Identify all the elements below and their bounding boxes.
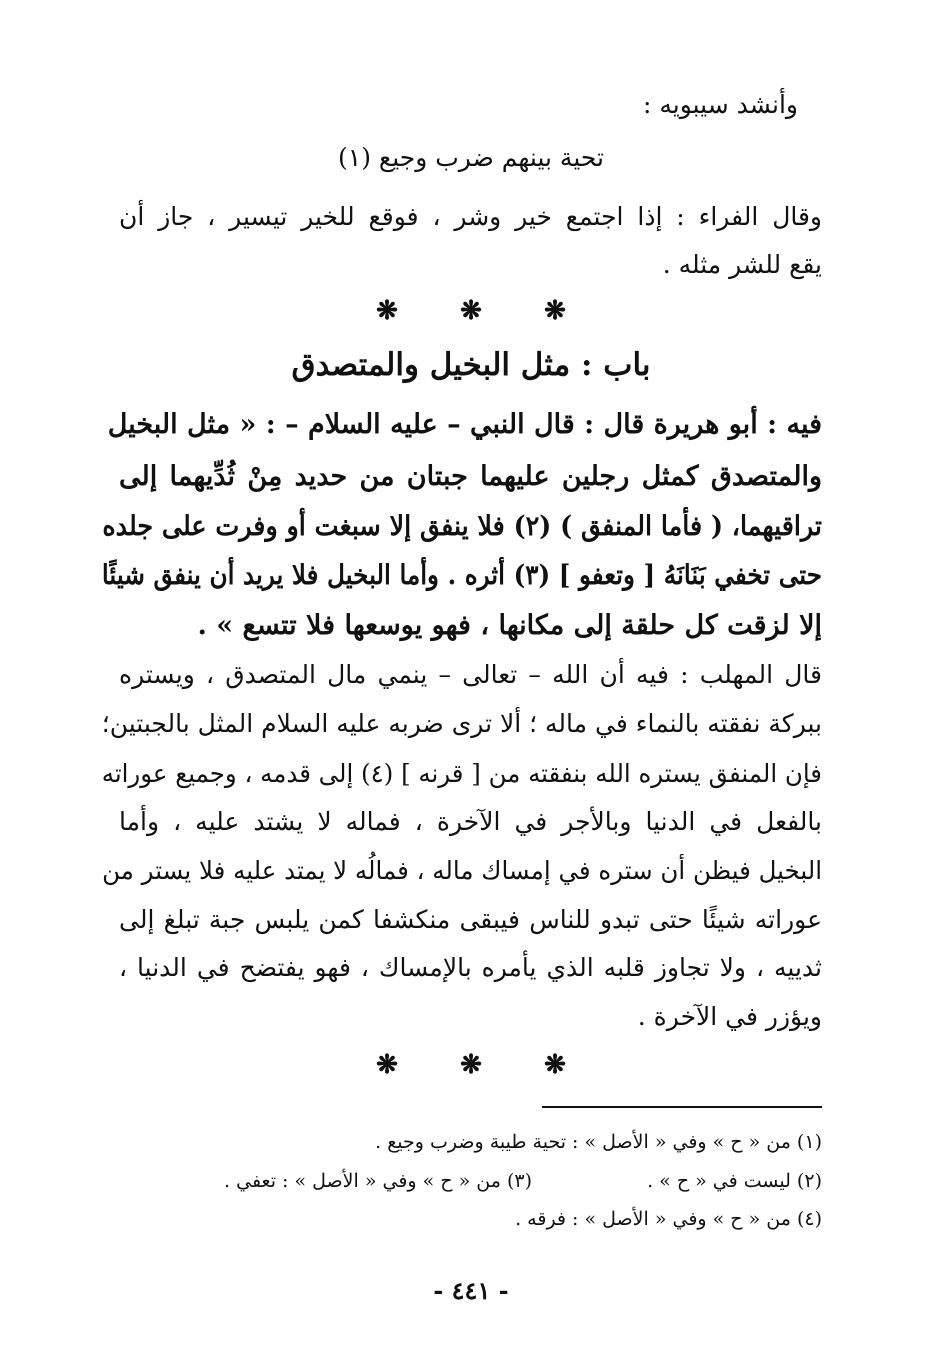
commentary-line: قال المهلب : فيه أن الله – تعالى – ينمي مال المتصدق ، ويستره [119,660,822,689]
intro-line: وأنشد سيبويه : [642,90,798,119]
footnote: (١) من « ح » وفي « الأصل » : تحية طيبة وضرب وجيع . [375,1131,822,1153]
commentary-line: ويؤزر في الآخرة . [637,1002,822,1031]
commentary-line: فإن المنفق يستره الله بنفقته من [ قرنه ] (٤) إلى قدمه ، وجميع عوراته [101,759,822,788]
asterisk-ornament: ❋ [376,296,398,326]
asterisk-ornament: ❋ [460,1050,482,1080]
commentary-line: ببركة نفقته بالنماء في ماله ؛ ألا ترى ضربه عليه السلام المثل بالجبتين؛ [101,709,822,738]
section-separator [0,298,942,324]
commentary-line: البخيل فيظن أن ستره في إمساك ماله ، فمالُه لا يمتد عليه فلا يستر من [102,856,822,885]
poetry-verse: تحية بينهم ضرب وجيع (١) [338,143,604,172]
footnote-divider [542,1106,822,1108]
hadith-line: حتى تخفي بَنَانَهُ [ وتعفو ] (٣) أثره . وأما البخيل فلا يريد أن ينفق شيئًا [101,560,822,591]
page-number: - ٤٤١ - [433,1276,509,1305]
commentary-line: ثدييه ، ولا تجاوز قلبه الذي يأمره بالإمساك ، فهو يفتضح في الدنيا ، [119,953,822,982]
hadith-line: والمتصدق كمثل رجلين عليهما جبتان من حديد مِنْ ثُدِّيهما إلى [119,461,822,492]
asterisk-ornament: ❋ [544,296,566,326]
section-separator [0,1052,942,1078]
footnote: (٤) من « ح » وفي « الأصل » : فرقه . [515,1208,822,1230]
footnote: (٣) من « ح » وفي « الأصل » : تعفي . [224,1170,532,1192]
commentary-line: عوراته شيئًا حتى تبدو للناس فيبقى منكشفا كمن يلبس جبة تبلغ إلى [119,905,822,934]
hadith-line: إلا لزقت كل حلقة إلى مكانها ، فهو يوسعها فلا تتسع » . [197,610,822,641]
asterisk-ornament: ❋ [544,1050,566,1080]
hadith-line: تراقيهما، ( فأما المنفق ) (٢) فلا ينفق إلا سبغت أو وفرت على جلده [102,511,822,542]
asterisk-ornament: ❋ [376,1050,398,1080]
commentary-line: بالفعل في الدنيا وبالأجر في الآخرة ، فماله لا يشتد عليه ، وأما [119,807,822,836]
chapter-heading: باب : مثل البخيل والمتصدق [291,347,651,383]
footnote: (٢) ليست في « ح » . [647,1170,822,1192]
hadith-line: فيه : أبو هريرة قال : قال النبي – عليه السلام – : « مثل البخيل [107,409,822,440]
asterisk-ornament: ❋ [460,296,482,326]
intro-line: يقع للشر مثله . [662,250,822,279]
intro-line: وقال الفراء : إذا اجتمع خير وشر ، فوقع للخير تيسير ، جاز أن [119,202,822,231]
